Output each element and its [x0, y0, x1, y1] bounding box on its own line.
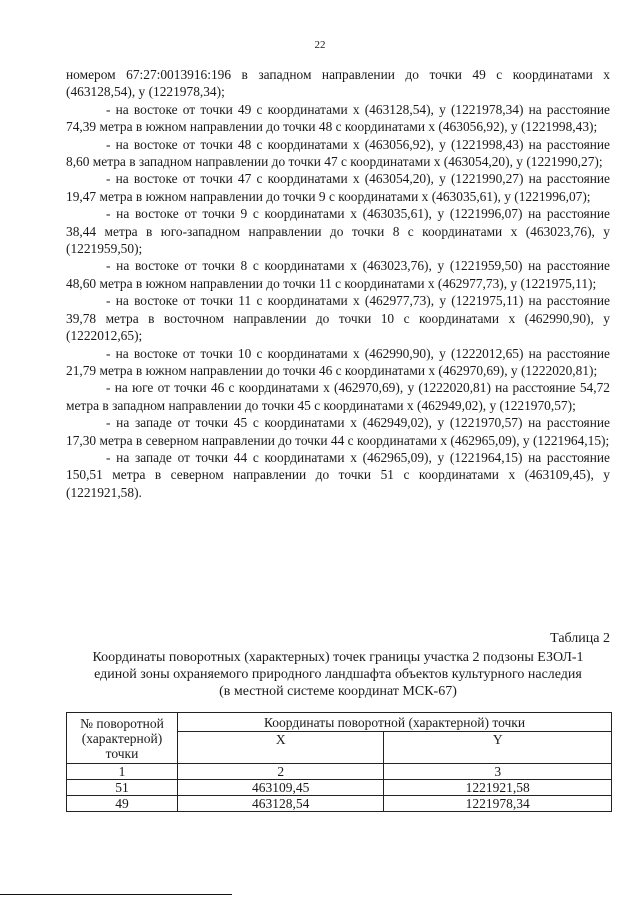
table-title-line: единой зоны охраняемого природного ландшафта объектов культурного наследия — [94, 667, 582, 682]
coordinates-table — [66, 712, 612, 812]
paragraph-point-46: - на юге от точки 46 с координатами x (462970,69), y (1222020,81) на расстояние 54,72 метра в западном направлении до точки 45 с координатами x (462949,02), y (1221970,57); — [66, 380, 610, 413]
x-header: X — [178, 732, 384, 764]
table-row — [67, 780, 612, 796]
paragraph-point-8: - на востоке от точки 8 с координатами x (463023,76), y (1221959,50) на расстояние 48,60 метра в южном направлении до точки 11 с координатами x (462977,73), y (1221975,11); — [66, 258, 610, 291]
point-number-header — [67, 713, 178, 764]
paragraph-point-11: - на востоке от точки 11 с координатами x (462977,73), y (1221975,11) на расстояние 39,78 метра в восточном направлении до точки 10 с координатами x (462990,90), y (1222012,65); — [66, 293, 610, 344]
column-numbering-row — [67, 764, 612, 780]
point-number: 51 — [67, 780, 178, 796]
y-header: Y — [384, 732, 612, 764]
paragraph-point-9: - на востоке от точки 9 с координатами x (463035,61), y (1221996,07) на расстояние 38,44 метра в юго-западном направлении до точки 8 с координатами x (463023,76), y (1221959,50); — [66, 206, 610, 257]
paragraph-continuation: номером 67:27:0013916:196 в западном направлении до точки 49 с координатами x (463128,54), y (1221978,34); — [66, 67, 610, 100]
header-line: № поворотной — [80, 715, 164, 731]
y-coordinate: 1221921,58 — [384, 780, 612, 796]
table-title — [66, 649, 610, 700]
table-title-line: Координаты поворотных (характерных) точек границы участка 2 подзоны ЕЗОЛ-1 — [92, 650, 584, 665]
paragraph-point-44: - на западе от точки 44 с координатами x (462965,09), y (1221964,15) на расстояние 150,51 метра в северном направлении до точки 51 с координатами x (463109,45), y (1221921,58). — [66, 449, 610, 500]
column-number: 1 — [67, 764, 178, 780]
paragraph-point-45: - на западе от точки 45 с координатами x (462949,02), y (1221970,57) на расстояние 17,30 метра в северном направлении до точки 44 с координатами x (462965,09), y (1221964,15); — [66, 415, 610, 448]
paragraph-point-49: - на востоке от точки 49 с координатами x (463128,54), y (1221978,34) на расстояние 74,39 метра в южном направлении до точки 48 с координатами x (463056,92), y (1221998,43); — [66, 101, 610, 135]
point-number: 49 — [67, 796, 178, 812]
paragraph-point-10: - на востоке от точки 10 с координатами x (462990,90), y (1222012,65) на расстояние 21,79 метра в южном направлении до точки 46 с координатами x (462970,69), y (1222020,81); — [66, 345, 610, 378]
boundary-description — [66, 66, 610, 501]
footer-rule — [0, 894, 232, 895]
coordinates-header: Координаты поворотной (характерной) точки — [178, 713, 612, 732]
x-coordinate: 463128,54 — [178, 796, 384, 812]
header-line: (характерной) — [81, 730, 163, 746]
table-caption — [66, 630, 610, 700]
column-number: 3 — [384, 764, 612, 780]
page-number: 22 — [314, 39, 326, 51]
column-number: 2 — [178, 764, 384, 780]
header-line: точки — [105, 745, 139, 761]
table-header-row — [67, 713, 612, 732]
table-label: Таблица 2 — [550, 631, 610, 646]
x-coordinate: 463109,45 — [178, 780, 384, 796]
table-title-line: (в местной системе координат МСК-67) — [219, 684, 457, 699]
paragraph-point-47: - на востоке от точки 47 с координатами x (463054,20), y (1221990,27) на расстояние 19,47 метра в южном направлении до точки 9 с координатами x (463035,61), y (1221996,07); — [66, 171, 610, 204]
paragraph-point-48: - на востоке от точки 48 с координатами x (463056,92), y (1221998,43) на расстояние 8,60 метра в западном направлении до точки 47 с координатами x (463054,20), y (1221990,27); — [66, 136, 610, 170]
y-coordinate: 1221978,34 — [384, 796, 612, 812]
table-row — [67, 796, 612, 812]
